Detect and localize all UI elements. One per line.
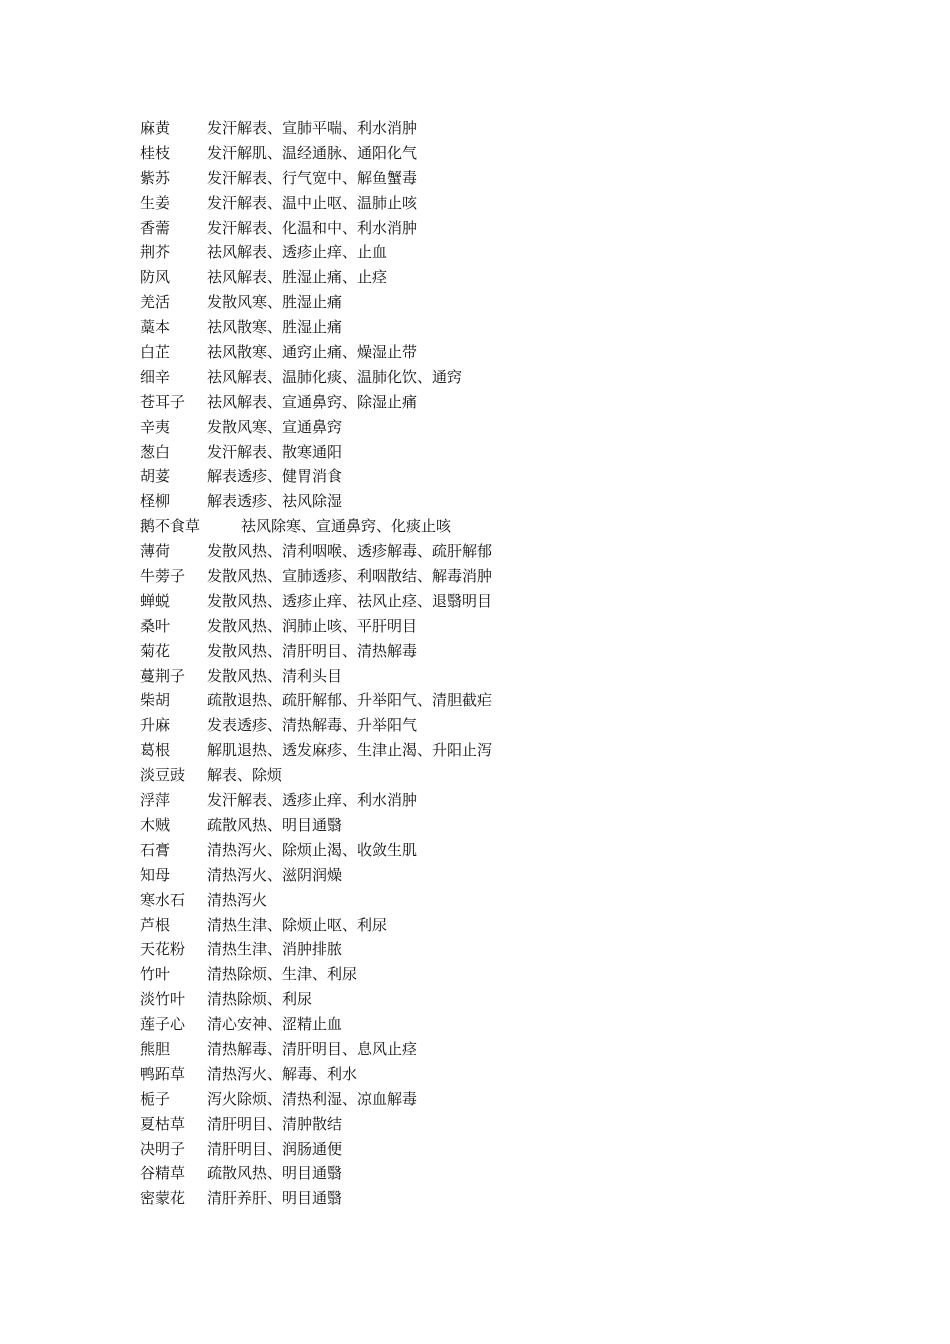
list-item [140, 489, 900, 514]
herb-effect: 发散风寒、胜湿止痛 [207, 293, 343, 312]
herb-effect: 发汗解肌、温经通脉、通阳化气 [207, 143, 418, 162]
herb-name: 蝉蜕 [140, 591, 171, 610]
herb-effect: 发汗解表、散寒通阳 [207, 442, 343, 461]
list-item [140, 788, 900, 813]
list-item [140, 539, 900, 564]
herb-effect: 清热生津、除烦止呕、利尿 [207, 915, 388, 934]
list-item [140, 913, 900, 938]
herb-effect: 清肝明目、润肠通便 [207, 1139, 343, 1158]
herb-name: 苍耳子 [140, 392, 186, 411]
list-item [140, 514, 900, 539]
list-item [140, 440, 900, 465]
list-item [140, 962, 900, 987]
herb-effect: 清热生津、消肿排脓 [207, 940, 343, 959]
list-item [140, 240, 900, 265]
list-item [140, 141, 900, 166]
herb-name: 羌活 [140, 293, 171, 312]
herb-effect: 发散风热、透疹止痒、祛风止痉、退翳明目 [207, 591, 493, 610]
list-item [140, 1087, 900, 1112]
herb-name: 木贼 [140, 815, 171, 834]
herb-effect: 发散风热、清利头目 [207, 666, 343, 685]
list-item [140, 738, 900, 763]
herb-effect: 发散风热、清肝明目、清热解毒 [207, 641, 418, 660]
herb-effect: 发汗解表、透疹止痒、利水消肿 [207, 791, 418, 810]
herb-effect: 发汗解表、化温和中、利水消肿 [207, 218, 418, 237]
herb-effect: 清热泻火、解毒、利水 [207, 1064, 358, 1083]
herb-effect: 清热泻火、滋阴润燥 [207, 865, 343, 884]
herb-name: 柴胡 [140, 691, 171, 710]
herb-effect: 解表透疹、祛风除湿 [207, 492, 343, 511]
herb-name: 寒水石 [140, 890, 186, 909]
list-item [140, 315, 900, 340]
list-item [140, 863, 900, 888]
herb-name: 生姜 [140, 193, 171, 212]
herb-name: 牛蒡子 [140, 567, 186, 586]
herb-effect: 疏散风热、明目通翳 [207, 1164, 343, 1183]
herb-name: 桑叶 [140, 616, 171, 635]
herb-name: 桂枝 [140, 143, 171, 162]
herb-effect: 清肝明目、清肿散结 [207, 1114, 343, 1133]
herb-name: 竹叶 [140, 965, 171, 984]
herb-effect: 解表透疹、健胃消食 [207, 467, 343, 486]
list-item [140, 1112, 900, 1137]
herb-name: 葛根 [140, 741, 171, 760]
herb-name: 香薷 [140, 218, 171, 237]
list-item [140, 166, 900, 191]
list-item [140, 838, 900, 863]
herb-name: 天花粉 [140, 940, 186, 959]
herb-name: 防风 [140, 268, 171, 287]
herb-effect: 清热解毒、清肝明目、息风止痉 [207, 1039, 418, 1058]
herb-name: 淡竹叶 [140, 990, 186, 1009]
herb-effect: 发汗解表、行气宽中、解鱼蟹毒 [207, 168, 418, 187]
list-item [140, 1161, 900, 1186]
list-item [140, 564, 900, 589]
list-item [140, 688, 900, 713]
herb-effect: 祛风解表、宣通鼻窍、除湿止痛 [207, 392, 418, 411]
herb-name: 荆芥 [140, 243, 171, 262]
list-item [140, 987, 900, 1012]
list-item [140, 116, 900, 141]
list-item [140, 1012, 900, 1037]
list-item [140, 763, 900, 788]
herb-effect: 祛风除寒、宣通鼻窍、化痰止咳 [241, 517, 452, 536]
herb-name: 薄荷 [140, 542, 171, 561]
list-item [140, 713, 900, 738]
list-item [140, 1137, 900, 1162]
herb-name: 葱白 [140, 442, 171, 461]
herb-name: 升麻 [140, 716, 171, 735]
herb-effect: 解肌退热、透发麻疹、生津止渴、升阳止泻 [207, 741, 493, 760]
herb-effect: 祛风解表、温肺化痰、温肺化饮、通窍 [207, 367, 463, 386]
list-item [140, 365, 900, 390]
herb-effect: 发汗解表、温中止呕、温肺止咳 [207, 193, 418, 212]
herb-name: 密蒙花 [140, 1189, 186, 1208]
herb-name: 紫苏 [140, 168, 171, 187]
herb-name: 柽柳 [140, 492, 171, 511]
herb-name: 麻黄 [140, 119, 171, 137]
list-item [140, 340, 900, 365]
herb-name: 芦根 [140, 915, 171, 934]
herb-name: 蔓荆子 [140, 666, 186, 685]
herb-effect: 祛风散寒、通窍止痛、燥湿止带 [207, 343, 418, 362]
list-item [140, 265, 900, 290]
herb-effect: 发散风热、清利咽喉、透疹解毒、疏肝解郁 [207, 542, 493, 561]
herb-name: 白芷 [140, 343, 171, 362]
herb-effect: 发散风热、润肺止咳、平肝明目 [207, 616, 418, 635]
herb-effect: 发散风寒、宣通鼻窍 [207, 417, 343, 436]
herb-effect: 祛风解表、透疹止痒、止血 [207, 243, 388, 262]
herb-list [140, 116, 900, 1211]
herb-name: 细辛 [140, 367, 171, 386]
list-item [140, 1186, 900, 1211]
herb-name: 辛夷 [140, 417, 171, 436]
list-item [140, 415, 900, 440]
list-item [140, 614, 900, 639]
list-item [140, 937, 900, 962]
herb-effect: 发汗解表、宣肺平喘、利水消肿 [207, 119, 418, 137]
list-item [140, 888, 900, 913]
herb-name: 鹅不食草 [140, 517, 201, 536]
list-item [140, 191, 900, 216]
herb-name: 菊花 [140, 641, 171, 660]
herb-name: 胡荽 [140, 467, 171, 486]
herb-effect: 祛风解表、胜湿止痛、止痉 [207, 268, 388, 287]
list-item [140, 290, 900, 315]
list-item [140, 464, 900, 489]
list-item [140, 1037, 900, 1062]
herb-name: 熊胆 [140, 1039, 171, 1058]
herb-effect: 疏散风热、明目通翳 [207, 815, 343, 834]
herb-name: 鸭跖草 [140, 1064, 186, 1083]
herb-name: 夏枯草 [140, 1114, 186, 1133]
herb-name: 石膏 [140, 840, 171, 859]
herb-effect: 清热除烦、利尿 [207, 990, 313, 1009]
herb-name: 知母 [140, 865, 171, 884]
herb-name: 浮萍 [140, 791, 171, 810]
herb-effect: 祛风散寒、胜湿止痛 [207, 318, 343, 337]
herb-effect: 清热泻火 [207, 890, 268, 909]
herb-effect: 发表透疹、清热解毒、升举阳气 [207, 716, 418, 735]
list-item [140, 216, 900, 241]
herb-name: 决明子 [140, 1139, 186, 1158]
herb-name: 莲子心 [140, 1015, 186, 1034]
herb-effect: 清热除烦、生津、利尿 [207, 965, 358, 984]
herb-effect: 清心安神、涩精止血 [207, 1015, 343, 1034]
herb-effect: 清热泻火、除烦止渴、收敛生肌 [207, 840, 418, 859]
herb-name: 栀子 [140, 1089, 171, 1108]
list-item [140, 1062, 900, 1087]
herb-effect: 解表、除烦 [207, 766, 283, 785]
herb-effect: 发散风热、宣肺透疹、利咽散结、解毒消肿 [207, 567, 493, 586]
herb-name: 淡豆豉 [140, 766, 186, 785]
herb-name: 藁本 [140, 318, 171, 337]
list-item [140, 813, 900, 838]
list-item [140, 639, 900, 664]
list-item [140, 589, 900, 614]
herb-effect: 泻火除烦、清热利湿、凉血解毒 [207, 1089, 418, 1108]
herb-effect: 清肝养肝、明目通翳 [207, 1189, 343, 1208]
list-item [140, 664, 900, 689]
list-item [140, 390, 900, 415]
herb-name: 谷精草 [140, 1164, 186, 1183]
herb-effect: 疏散退热、疏肝解郁、升举阳气、清胆截疟 [207, 691, 493, 710]
